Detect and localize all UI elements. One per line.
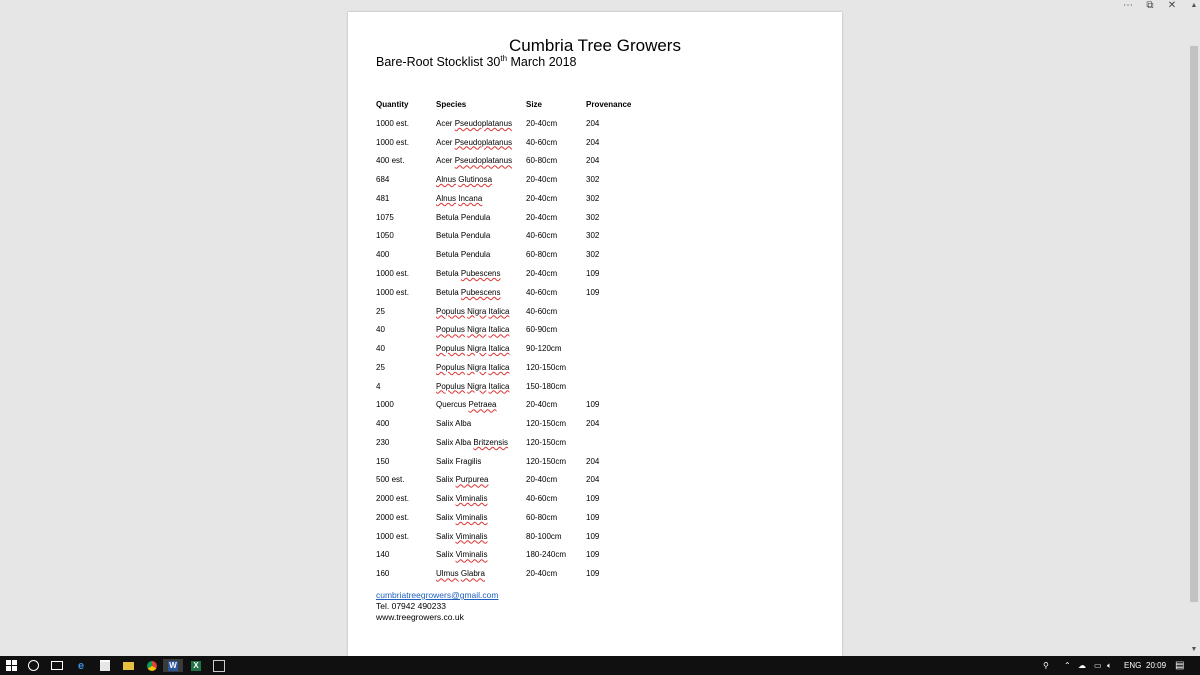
cell-provenance: 109 xyxy=(586,494,600,504)
cell-quantity: 40 xyxy=(376,325,385,335)
cell-provenance: 302 xyxy=(586,212,600,222)
cell-provenance: 109 xyxy=(586,550,600,560)
cell-size: 20-40cm xyxy=(526,212,558,222)
cell-quantity: 1000 est. xyxy=(376,287,409,297)
cell-provenance xyxy=(586,339,646,358)
table-row xyxy=(376,208,646,227)
store-icon[interactable] xyxy=(98,659,112,672)
action-center-icon[interactable]: ▤ xyxy=(1175,660,1185,671)
cell-provenance: 302 xyxy=(586,231,600,241)
table-row xyxy=(376,339,646,358)
table-row xyxy=(376,358,646,377)
cell-provenance: 302 xyxy=(586,175,600,185)
stock-table xyxy=(376,100,646,583)
table-row xyxy=(376,302,646,321)
table-row xyxy=(376,377,646,396)
table-row xyxy=(376,114,646,133)
cell-species: Quercus Petraea xyxy=(436,400,497,410)
cell-species: Populus Nigra Italica xyxy=(436,325,510,335)
cell-quantity: 481 xyxy=(376,193,390,203)
cell-quantity: 1050 xyxy=(376,231,394,241)
people-icon[interactable]: ⚲ xyxy=(1043,661,1049,670)
word-app-icon[interactable]: W xyxy=(163,659,183,672)
cell-quantity: 400 xyxy=(376,419,390,429)
cell-provenance xyxy=(586,433,646,452)
chrome-browser-icon[interactable] xyxy=(145,659,159,672)
table-row xyxy=(376,489,646,508)
subtitle-prefix: Bare-Root Stocklist 30 xyxy=(376,55,501,70)
cell-species: Populus Nigra Italica xyxy=(436,344,510,354)
cell-size: 60-90cm xyxy=(526,325,558,335)
cell-size: 40-60cm xyxy=(526,494,558,504)
table-row xyxy=(376,283,646,302)
table-row xyxy=(376,471,646,490)
table-header-row xyxy=(376,100,646,110)
document-subtitle xyxy=(376,54,577,69)
restore-icon[interactable]: ⧉ xyxy=(1146,0,1154,11)
cell-species: Betula Pubescens xyxy=(436,287,501,297)
cell-species: Alnus Glutinosa xyxy=(436,175,493,185)
cell-provenance xyxy=(586,358,646,377)
header-quantity: Quantity xyxy=(376,100,409,109)
website-text: www.treegrowers.co.uk xyxy=(376,612,464,622)
cell-species: Betula Pendula xyxy=(436,250,491,260)
cell-size: 40-60cm xyxy=(526,287,558,297)
cell-provenance: 109 xyxy=(586,400,600,410)
cell-size: 120-150cm xyxy=(526,419,567,429)
document-page[interactable] xyxy=(348,12,842,656)
cell-size: 20-40cm xyxy=(526,569,558,579)
cell-species: Salix Fragilis xyxy=(436,456,482,466)
cell-size: 120-150cm xyxy=(526,437,567,447)
cell-species: Populus Nigra Italica xyxy=(436,381,510,391)
table-row xyxy=(376,245,646,264)
cell-size: 80-100cm xyxy=(526,531,562,541)
cell-size: 40-60cm xyxy=(526,306,558,316)
cell-quantity: 2000 est. xyxy=(376,512,409,522)
file-explorer-icon[interactable] xyxy=(121,659,135,672)
cell-quantity: 400 est. xyxy=(376,156,405,166)
cell-quantity: 1000 est. xyxy=(376,269,409,278)
clock[interactable]: 20:09 xyxy=(1146,661,1167,670)
cell-provenance: 204 xyxy=(586,456,600,466)
cell-provenance: 109 xyxy=(586,531,600,541)
cell-provenance: 109 xyxy=(586,269,600,278)
cell-size: 120-150cm xyxy=(526,456,567,466)
cell-species: Populus Nigra Italica xyxy=(436,362,510,372)
cell-quantity: 140 xyxy=(376,550,390,560)
stock-table-body xyxy=(376,114,646,583)
header-size: Size xyxy=(526,100,543,109)
cell-quantity: 25 xyxy=(376,362,385,372)
cell-quantity: 1000 est. xyxy=(376,118,409,128)
cell-species: Salix Purpurea xyxy=(436,475,489,485)
cortana-search-icon[interactable] xyxy=(27,659,39,672)
table-row xyxy=(376,527,646,546)
cell-species: Alnus Incana xyxy=(436,193,483,203)
task-view-icon[interactable] xyxy=(50,659,64,672)
cell-size: 20-40cm xyxy=(526,400,558,410)
cell-species: Salix Viminalis xyxy=(436,531,488,541)
cell-species: Salix Alba xyxy=(436,419,472,429)
cell-provenance: 204 xyxy=(586,137,600,147)
email-link[interactable]: cumbriatreegrowers@gmail.com xyxy=(376,590,499,600)
cell-provenance: 109 xyxy=(586,287,600,297)
table-row xyxy=(376,152,646,171)
subtitle-superscript: th xyxy=(500,54,508,63)
cell-provenance: 204 xyxy=(586,475,600,485)
cell-provenance: 302 xyxy=(586,193,600,203)
table-row xyxy=(376,189,646,208)
cell-provenance: 302 xyxy=(586,250,600,260)
scroll-up-arrow-icon[interactable]: ▲ xyxy=(1190,2,1198,9)
cell-species: Betula Pendula xyxy=(436,231,491,241)
cell-quantity: 1075 xyxy=(376,212,394,222)
table-row xyxy=(376,320,646,339)
cell-size: 180-240cm xyxy=(526,550,567,560)
cell-species: Acer Pseudoplatanus xyxy=(436,156,513,166)
cell-provenance xyxy=(586,377,646,396)
volume-icon[interactable]: 🔈︎ xyxy=(1107,661,1112,670)
cell-size: 40-60cm xyxy=(526,137,558,147)
cell-species: Acer Pseudoplatanus xyxy=(436,137,513,147)
cell-species: Ulmus Glabra xyxy=(436,569,485,579)
cell-size: 20-40cm xyxy=(526,175,558,185)
cell-provenance: 109 xyxy=(586,512,600,522)
language-indicator[interactable]: ENG xyxy=(1124,661,1142,670)
table-row xyxy=(376,414,646,433)
cell-species: Populus Nigra Italica xyxy=(436,306,510,316)
vertical-scrollbar[interactable] xyxy=(1188,0,1200,656)
cell-size: 60-80cm xyxy=(526,156,558,166)
table-row xyxy=(376,546,646,565)
cell-size: 20-40cm xyxy=(526,193,558,203)
show-hidden-icons-icon[interactable]: ⌃ xyxy=(1064,661,1071,670)
window-controls xyxy=(1122,0,1178,12)
cell-provenance: 204 xyxy=(586,118,600,128)
scroll-down-arrow-icon[interactable]: ▼ xyxy=(1190,646,1198,653)
table-row xyxy=(376,227,646,246)
network-icon[interactable]: ▭ xyxy=(1094,661,1102,670)
start-button[interactable] xyxy=(5,659,17,672)
cell-provenance: 204 xyxy=(586,419,600,429)
table-row xyxy=(376,564,646,583)
cell-size: 60-80cm xyxy=(526,250,558,260)
phone-number: Tel. 07942 490233 xyxy=(376,601,446,611)
document-title: Cumbria Tree Growers xyxy=(509,36,681,55)
cell-species: Salix Viminalis xyxy=(436,550,488,560)
cell-species: Salix Viminalis xyxy=(436,512,488,522)
cell-quantity: 684 xyxy=(376,175,390,185)
table-row xyxy=(376,170,646,189)
cell-quantity: 400 xyxy=(376,250,390,260)
cell-quantity: 1000 xyxy=(376,400,394,410)
table-row xyxy=(376,508,646,527)
table-row xyxy=(376,395,646,414)
header-provenance: Provenance xyxy=(586,100,632,109)
contact-block xyxy=(376,590,498,623)
cell-provenance: 204 xyxy=(586,156,600,166)
cell-provenance xyxy=(586,320,646,339)
cell-quantity: 160 xyxy=(376,569,390,579)
subtitle-suffix: March 2018 xyxy=(507,55,577,70)
cell-size: 40-60cm xyxy=(526,231,558,241)
cell-species: Salix Alba Britzensis xyxy=(436,437,509,447)
cell-quantity: 4 xyxy=(376,381,381,391)
table-row xyxy=(376,133,646,152)
cell-size: 60-80cm xyxy=(526,512,558,522)
taskbar xyxy=(0,656,1200,675)
cell-size: 20-40cm xyxy=(526,475,558,485)
cell-size: 120-150cm xyxy=(526,362,567,372)
table-row xyxy=(376,264,646,283)
cell-provenance: 109 xyxy=(586,569,600,579)
cell-quantity: 230 xyxy=(376,437,390,447)
cell-provenance xyxy=(586,302,646,321)
scrollbar-thumb[interactable] xyxy=(1190,46,1198,602)
windows-logo-icon xyxy=(5,660,17,672)
cell-quantity: 40 xyxy=(376,344,385,354)
table-row xyxy=(376,433,646,452)
header-species: Species xyxy=(436,100,467,109)
cell-size: 20-40cm xyxy=(526,269,558,278)
cell-quantity: 2000 est. xyxy=(376,494,409,504)
cell-species: Betula Pendula xyxy=(436,212,491,222)
excel-app-icon[interactable]: X xyxy=(189,659,203,672)
cell-quantity: 150 xyxy=(376,456,390,466)
cell-quantity: 500 est. xyxy=(376,475,405,485)
close-icon[interactable]: ✕ xyxy=(1167,0,1177,11)
cell-species: Salix Viminalis xyxy=(436,494,488,504)
cell-size: 150-180cm xyxy=(526,381,567,391)
cell-species: Betula Pubescens xyxy=(436,269,501,278)
onedrive-cloud-icon[interactable]: ☁ xyxy=(1078,661,1086,670)
cell-quantity: 25 xyxy=(376,306,385,316)
cell-size: 20-40cm xyxy=(526,118,558,128)
cell-quantity: 1000 est. xyxy=(376,531,409,541)
cell-quantity: 1000 est. xyxy=(376,137,409,147)
cell-species: Acer Pseudoplatanus xyxy=(436,118,513,128)
edge-browser-icon[interactable]: e xyxy=(77,659,85,672)
cell-size: 90-120cm xyxy=(526,344,562,354)
table-row xyxy=(376,452,646,471)
more-options-icon[interactable]: ⋯ xyxy=(1123,0,1133,11)
document-app-icon[interactable] xyxy=(212,659,226,672)
